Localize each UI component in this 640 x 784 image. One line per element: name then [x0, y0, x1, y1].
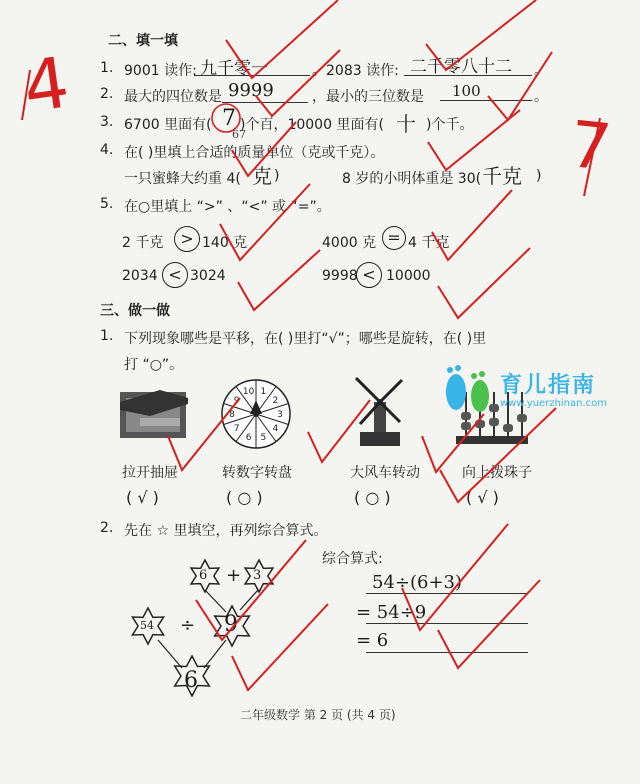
- s2q2-text: 先在 ☆ 里填空，再列综合算式。: [124, 523, 328, 539]
- star-op-divide: ÷: [180, 615, 196, 636]
- grade-mark-right: 7: [566, 108, 615, 186]
- q5d-right: 10000: [386, 268, 431, 284]
- q5a-left: 2 千克: [122, 235, 164, 251]
- q5-number: 5.: [100, 196, 114, 212]
- formula-label: 综合算式:: [322, 551, 383, 567]
- q5c-right: 3024: [190, 268, 226, 284]
- q3-text-b: )个百，10000 里面有(: [240, 117, 384, 133]
- q4-answer-b: 千克: [482, 164, 522, 188]
- q3-number: 3.: [100, 114, 114, 130]
- q1-text-a: 9001 读作:: [124, 63, 197, 79]
- page-footer: 二年级数学 第 2 页 (共 4 页): [240, 708, 396, 722]
- item-label: 大风车转动: [350, 465, 420, 481]
- grade-mark-left: 4: [18, 41, 75, 129]
- q4-line-b: 8 岁的小明体重是 30(: [342, 171, 482, 187]
- dial-number: 8: [229, 410, 235, 420]
- q2-answer-a: 9999: [228, 80, 274, 101]
- s2q1-number: 1.: [100, 328, 114, 344]
- section-title-fill: 二、填一填: [108, 33, 178, 49]
- dial-number: 7: [233, 424, 240, 435]
- q5b-symbol: =: [382, 226, 406, 250]
- s2q1-text-b: 打 “○”。: [124, 357, 184, 373]
- q5-text: 在○里填上 “>” 、“<” 或 “=”。: [124, 199, 331, 215]
- q3-answer-b: 十: [396, 112, 416, 136]
- dial-number: 6: [245, 432, 252, 443]
- q2-end: 。: [534, 89, 548, 105]
- formula-step-3: = 6: [356, 630, 389, 651]
- q5d-left: 9998: [322, 268, 358, 284]
- logo-brand-text: 育儿指南: [500, 373, 597, 398]
- q3-answer-a: 7: [222, 106, 236, 131]
- q5b-right: 4 千克: [408, 235, 450, 251]
- dial-number: 10: [242, 387, 255, 398]
- dial-number: 2: [272, 395, 279, 406]
- q4-answer-a: 克: [252, 164, 272, 188]
- q1-end: 。: [534, 63, 548, 79]
- star-b-value: 3: [253, 568, 262, 583]
- dial-number: 3: [277, 410, 283, 420]
- item-answer-mark: ( ○ ): [354, 488, 391, 507]
- q5c-left: 2034: [122, 268, 158, 284]
- q3-text-a: 6700 里面有(: [124, 117, 212, 133]
- q1-answer-b: 二千零八十二: [410, 57, 512, 77]
- q5a-symbol: >: [174, 226, 200, 252]
- star-op-plus: +: [226, 565, 242, 586]
- q2-number: 2.: [100, 86, 114, 102]
- star-d-value: 9: [224, 612, 238, 637]
- q5c-symbol: <: [162, 262, 188, 288]
- dial-number: 5: [260, 432, 267, 443]
- item-answer-mark: ( √ ): [126, 488, 159, 507]
- item-answer-mark: ( ○ ): [226, 488, 263, 507]
- formula-step-1: 54÷(6+3): [372, 572, 463, 593]
- dial-number: 9: [233, 395, 240, 406]
- q2-answer-b: 100: [452, 82, 481, 100]
- item-label: 拉开抽屉: [122, 465, 178, 481]
- item-label: 向上拨珠子: [462, 465, 532, 481]
- q2-text-a: 最大的四位数是: [124, 89, 222, 105]
- q1-answer-a: 九千零一: [200, 59, 268, 79]
- q5d-symbol: <: [356, 262, 382, 288]
- item-answer-mark: ( √ ): [466, 488, 499, 507]
- star-c-value: 54: [140, 619, 154, 632]
- s2q1-text-a: 下列现象哪些是平移，在( )里打“√”；哪些是旋转，在( )里: [124, 331, 487, 347]
- q1-dot: 。: [312, 63, 326, 79]
- q4-line-a: 一只蜜蜂大约重 4(: [124, 171, 241, 187]
- section-title-do: 三、做一做: [100, 303, 170, 319]
- logo-url-text: www.yuerzhinan.com: [500, 398, 608, 409]
- q4-text: 在( )里填上合适的质量单位（克或千克）。: [124, 145, 385, 161]
- q4-close-b: ): [536, 168, 542, 184]
- s2q2-number: 2.: [100, 520, 114, 536]
- dial-number: 1: [260, 387, 267, 398]
- star-e-value: 6: [184, 668, 198, 693]
- q1-text-b: 2083 读作:: [326, 63, 399, 79]
- star-a-value: 6: [199, 568, 208, 583]
- q5a-right: 140 克: [202, 235, 248, 251]
- q4-number: 4.: [100, 142, 114, 158]
- dial-number: 4: [272, 424, 279, 435]
- q3-text-c: )个千。: [426, 117, 474, 133]
- item-label: 转数字转盘: [222, 465, 292, 481]
- q2-text-b: ，最小的三位数是: [312, 89, 424, 105]
- q4-close-a: ): [274, 168, 280, 184]
- q1-number: 1.: [100, 60, 114, 76]
- formula-step-2: = 54÷9: [356, 602, 427, 623]
- q5b-left: 4000 克: [322, 235, 377, 251]
- q3-scribble: 67: [232, 128, 246, 141]
